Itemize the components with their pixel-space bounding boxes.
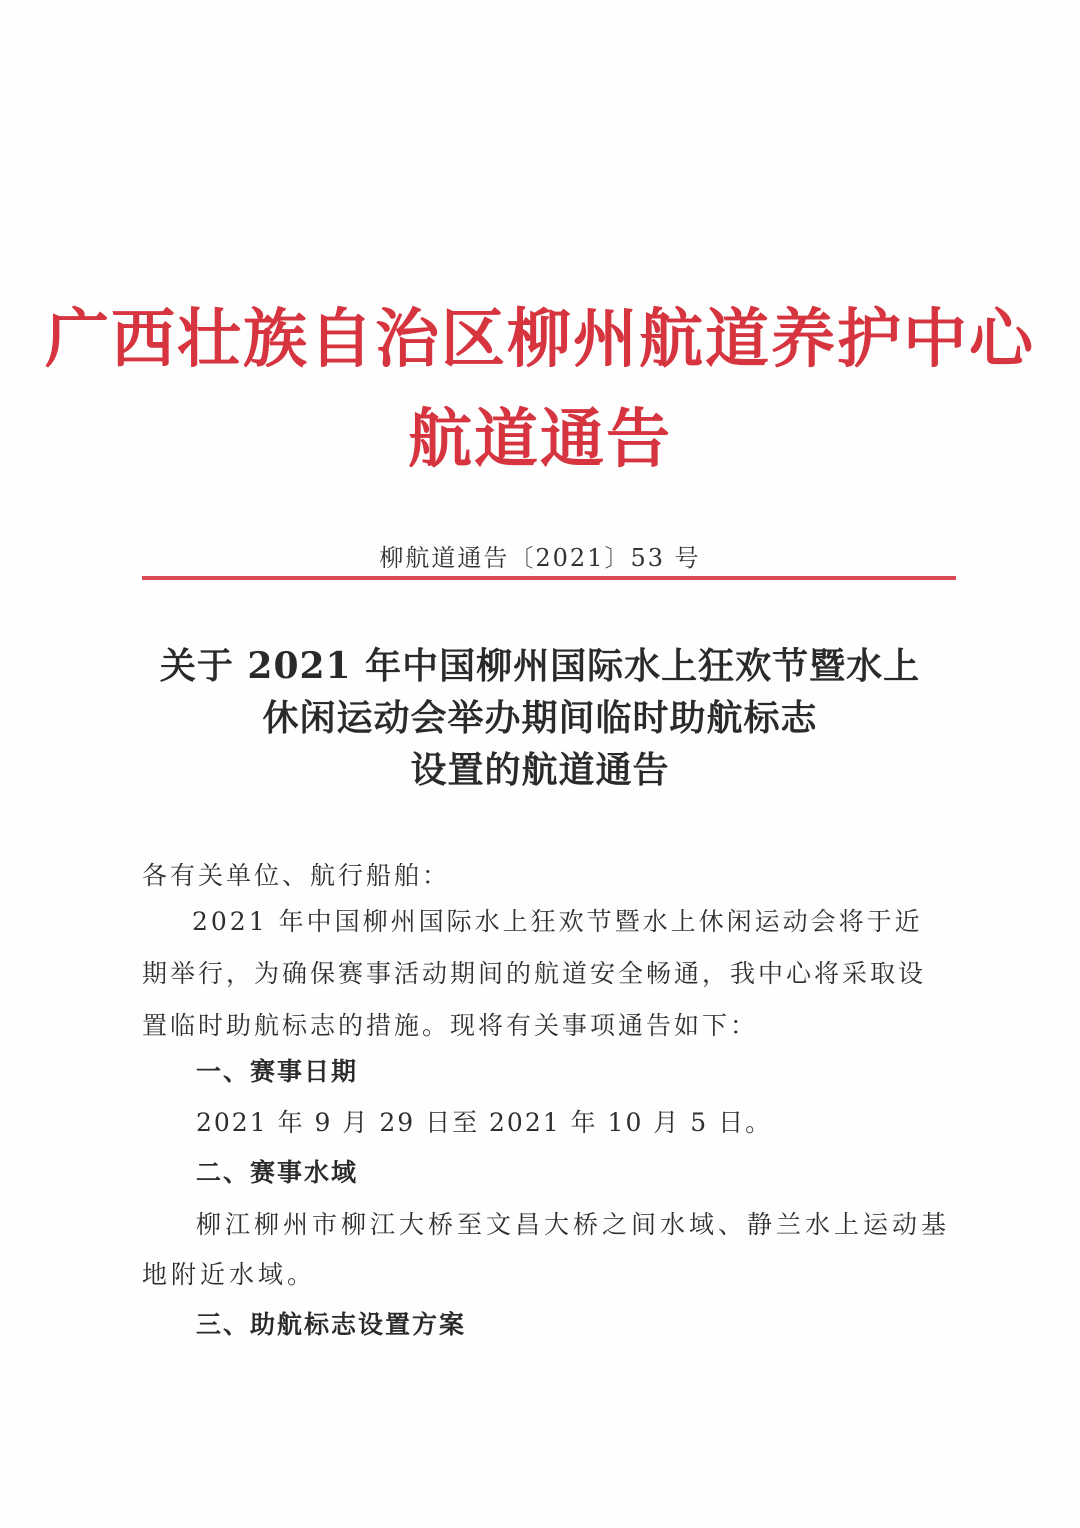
section-heading-buoy-plan: 三、助航标志设置方案 (196, 1310, 467, 1339)
section-heading-waters: 二、赛事水域 (196, 1158, 359, 1187)
issuing-organization: 广西壮族自治区柳州航道养护中心 (45, 302, 1035, 377)
document-title (0, 640, 1080, 796)
document-type: 航道通告 (408, 402, 672, 477)
section-heading-dates: 一、赛事日期 (196, 1057, 359, 1086)
salutation: 各有关单位、航行船舶： (142, 861, 451, 890)
title-line: 设置的航道通告 (410, 749, 670, 791)
document-number: 柳航道通告〔2021〕53 号 (379, 544, 701, 572)
intro-line: 置临时助航标志的措施。现将有关事项通告如下： (142, 1011, 759, 1040)
title-line: 休闲运动会举办期间临时助航标志 (262, 697, 818, 739)
intro-paragraph (142, 896, 942, 1052)
red-divider (142, 576, 956, 580)
event-waters-line: 地附近水域。 (142, 1260, 317, 1289)
title-line: 关于 2021 年中国柳州国际水上狂欢节暨水上 (159, 645, 921, 687)
intro-line: 2021 年中国柳州国际水上狂欢节暨水上休闲运动会将于近 (192, 907, 923, 936)
event-waters-line: 柳江柳州市柳江大桥至文昌大桥之间水域、静兰水上运动基 (196, 1210, 951, 1239)
intro-line: 期举行，为确保赛事活动期间的航道安全畅通，我中心将采取设 (142, 959, 927, 988)
event-dates: 2021 年 9 月 29 日至 2021 年 10 月 5 日。 (196, 1108, 773, 1137)
